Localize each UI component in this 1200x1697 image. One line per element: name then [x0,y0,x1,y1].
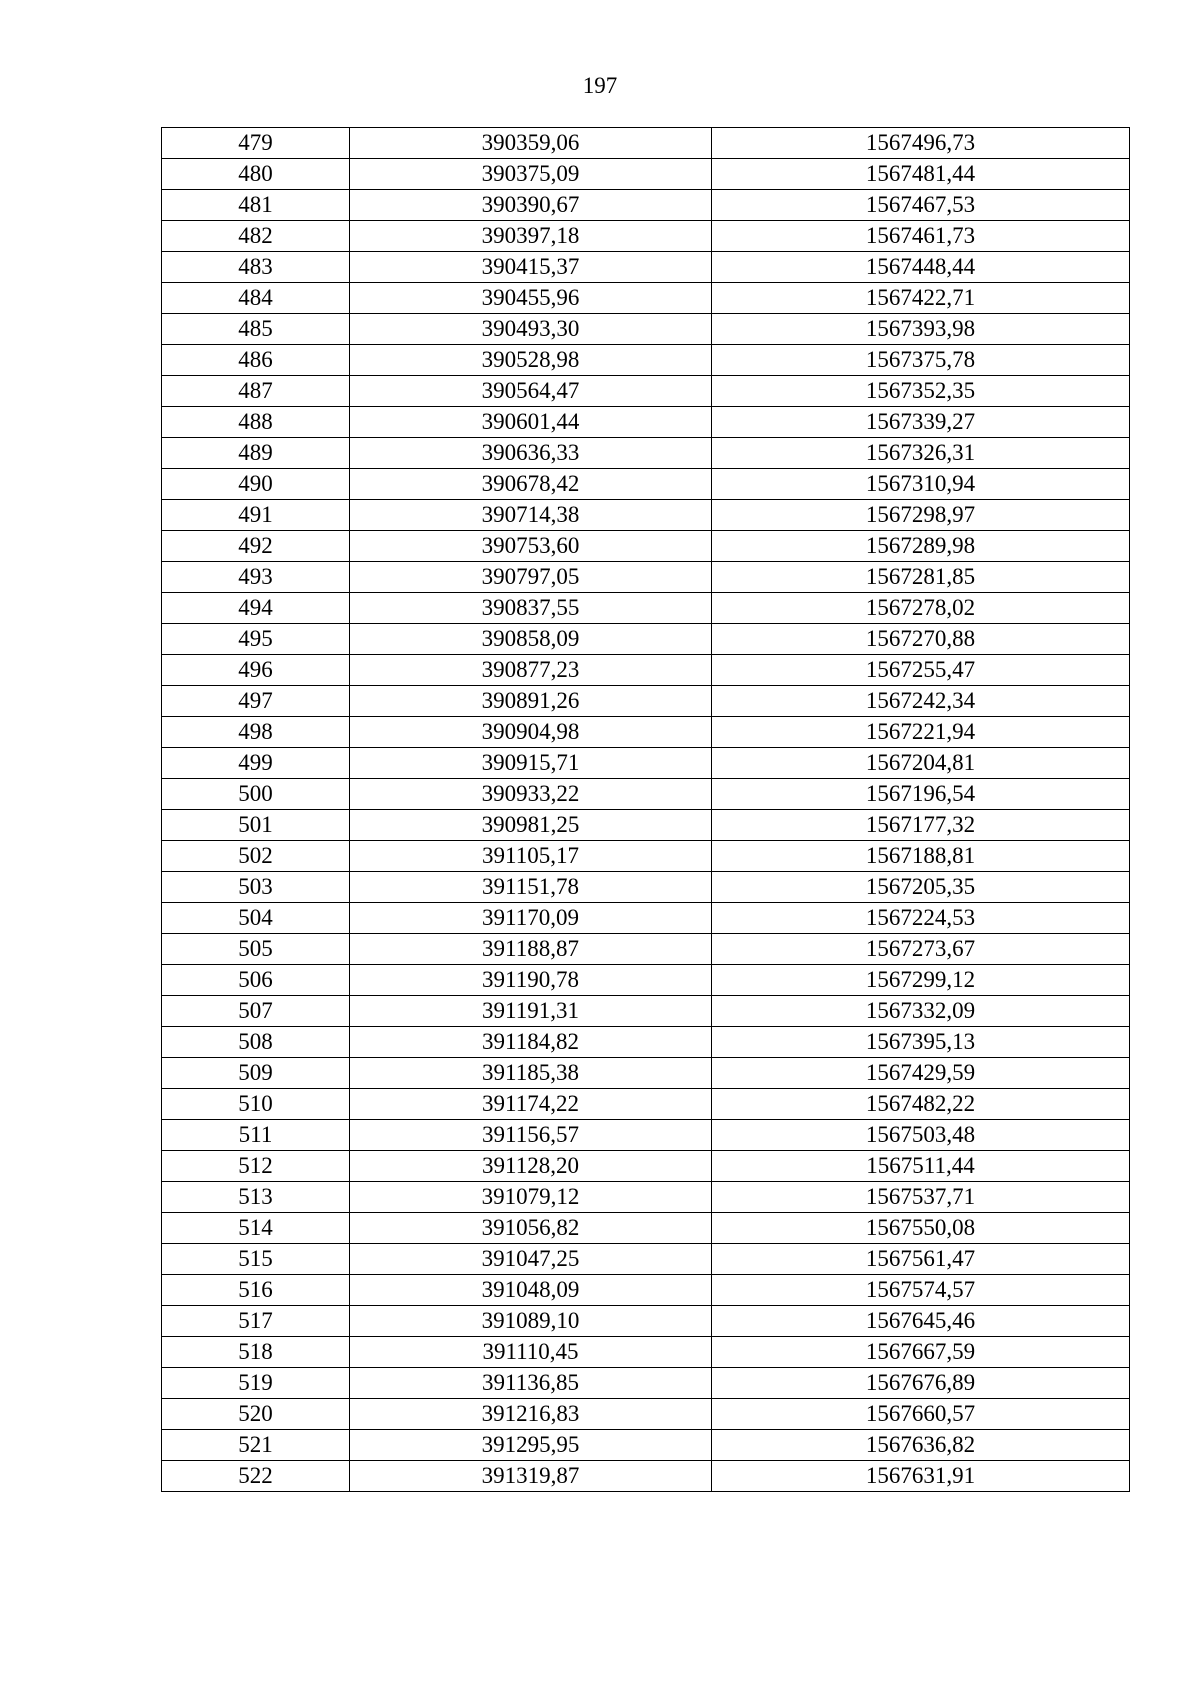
table-row [162,810,1130,841]
y-coordinate-cell: 1567281,85 [712,562,1130,593]
table-row [162,717,1130,748]
table-row [162,872,1130,903]
y-coordinate-cell: 1567270,88 [712,624,1130,655]
x-coordinate-cell: 390493,30 [350,314,712,345]
y-coordinate-cell: 1567255,47 [712,655,1130,686]
point-number-cell: 515 [162,1244,350,1275]
x-coordinate-cell: 391151,78 [350,872,712,903]
x-coordinate-cell: 390891,26 [350,686,712,717]
y-coordinate-cell: 1567676,89 [712,1368,1130,1399]
x-coordinate-cell: 390415,37 [350,252,712,283]
table-row [162,1151,1130,1182]
y-coordinate-cell: 1567574,57 [712,1275,1130,1306]
y-coordinate-cell: 1567339,27 [712,407,1130,438]
table-row [162,407,1130,438]
y-coordinate-cell: 1567204,81 [712,748,1130,779]
point-number-cell: 481 [162,190,350,221]
point-number-cell: 486 [162,345,350,376]
table-row [162,531,1130,562]
x-coordinate-cell: 390915,71 [350,748,712,779]
y-coordinate-cell: 1567496,73 [712,128,1130,159]
y-coordinate-cell: 1567375,78 [712,345,1130,376]
y-coordinate-cell: 1567298,97 [712,500,1130,531]
x-coordinate-cell: 390981,25 [350,810,712,841]
x-coordinate-cell: 391190,78 [350,965,712,996]
table-row [162,376,1130,407]
x-coordinate-cell: 391136,85 [350,1368,712,1399]
x-coordinate-cell: 390858,09 [350,624,712,655]
table-row [162,1244,1130,1275]
table-row [162,686,1130,717]
point-number-cell: 482 [162,221,350,252]
point-number-cell: 505 [162,934,350,965]
point-number-cell: 504 [162,903,350,934]
point-number-cell: 483 [162,252,350,283]
x-coordinate-cell: 391295,95 [350,1430,712,1461]
y-coordinate-cell: 1567482,22 [712,1089,1130,1120]
point-number-cell: 511 [162,1120,350,1151]
table-row [162,438,1130,469]
table-row [162,779,1130,810]
x-coordinate-cell: 390375,09 [350,159,712,190]
coordinates-table [161,127,1130,1492]
table-row [162,655,1130,686]
point-number-cell: 507 [162,996,350,1027]
point-number-cell: 488 [162,407,350,438]
y-coordinate-cell: 1567326,31 [712,438,1130,469]
y-coordinate-cell: 1567352,35 [712,376,1130,407]
table-row [162,500,1130,531]
point-number-cell: 517 [162,1306,350,1337]
y-coordinate-cell: 1567561,47 [712,1244,1130,1275]
x-coordinate-cell: 390933,22 [350,779,712,810]
point-number-cell: 490 [162,469,350,500]
y-coordinate-cell: 1567299,12 [712,965,1130,996]
x-coordinate-cell: 390390,67 [350,190,712,221]
x-coordinate-cell: 390359,06 [350,128,712,159]
point-number-cell: 495 [162,624,350,655]
table-row [162,562,1130,593]
point-number-cell: 502 [162,841,350,872]
point-number-cell: 518 [162,1337,350,1368]
table-row [162,1213,1130,1244]
x-coordinate-cell: 391128,20 [350,1151,712,1182]
point-number-cell: 489 [162,438,350,469]
point-number-cell: 480 [162,159,350,190]
x-coordinate-cell: 390397,18 [350,221,712,252]
x-coordinate-cell: 390753,60 [350,531,712,562]
y-coordinate-cell: 1567636,82 [712,1430,1130,1461]
x-coordinate-cell: 390904,98 [350,717,712,748]
y-coordinate-cell: 1567332,09 [712,996,1130,1027]
y-coordinate-cell: 1567550,08 [712,1213,1130,1244]
x-coordinate-cell: 391184,82 [350,1027,712,1058]
table-row [162,1027,1130,1058]
point-number-cell: 513 [162,1182,350,1213]
table-row [162,1182,1130,1213]
x-coordinate-cell: 390528,98 [350,345,712,376]
x-coordinate-cell: 391105,17 [350,841,712,872]
y-coordinate-cell: 1567395,13 [712,1027,1130,1058]
y-coordinate-cell: 1567660,57 [712,1399,1130,1430]
table-row [162,1120,1130,1151]
table-row [162,221,1130,252]
x-coordinate-cell: 391319,87 [350,1461,712,1492]
x-coordinate-cell: 390714,38 [350,500,712,531]
x-coordinate-cell: 391170,09 [350,903,712,934]
x-coordinate-cell: 390877,23 [350,655,712,686]
y-coordinate-cell: 1567196,54 [712,779,1130,810]
table-row [162,1430,1130,1461]
x-coordinate-cell: 391110,45 [350,1337,712,1368]
point-number-cell: 479 [162,128,350,159]
table-row [162,965,1130,996]
x-coordinate-cell: 391089,10 [350,1306,712,1337]
table-row [162,1058,1130,1089]
x-coordinate-cell: 391185,38 [350,1058,712,1089]
point-number-cell: 510 [162,1089,350,1120]
y-coordinate-cell: 1567631,91 [712,1461,1130,1492]
y-coordinate-cell: 1567461,73 [712,221,1130,252]
table-row [162,345,1130,376]
x-coordinate-cell: 391191,31 [350,996,712,1027]
y-coordinate-cell: 1567310,94 [712,469,1130,500]
x-coordinate-cell: 391079,12 [350,1182,712,1213]
table-row [162,1089,1130,1120]
x-coordinate-cell: 390455,96 [350,283,712,314]
x-coordinate-cell: 391188,87 [350,934,712,965]
x-coordinate-cell: 390601,44 [350,407,712,438]
point-number-cell: 501 [162,810,350,841]
y-coordinate-cell: 1567221,94 [712,717,1130,748]
table-row [162,593,1130,624]
table-row [162,128,1130,159]
point-number-cell: 521 [162,1430,350,1461]
x-coordinate-cell: 390797,05 [350,562,712,593]
table-row [162,190,1130,221]
point-number-cell: 506 [162,965,350,996]
y-coordinate-cell: 1567177,32 [712,810,1130,841]
point-number-cell: 484 [162,283,350,314]
y-coordinate-cell: 1567448,44 [712,252,1130,283]
x-coordinate-cell: 390564,47 [350,376,712,407]
table-row [162,934,1130,965]
point-number-cell: 485 [162,314,350,345]
point-number-cell: 494 [162,593,350,624]
point-number-cell: 512 [162,1151,350,1182]
y-coordinate-cell: 1567511,44 [712,1151,1130,1182]
point-number-cell: 496 [162,655,350,686]
table-row [162,1399,1130,1430]
point-number-cell: 493 [162,562,350,593]
y-coordinate-cell: 1567224,53 [712,903,1130,934]
point-number-cell: 492 [162,531,350,562]
point-number-cell: 516 [162,1275,350,1306]
coordinates-table-body [162,128,1130,1492]
point-number-cell: 508 [162,1027,350,1058]
y-coordinate-cell: 1567503,48 [712,1120,1130,1151]
table-row [162,1337,1130,1368]
x-coordinate-cell: 390636,33 [350,438,712,469]
table-row [162,903,1130,934]
y-coordinate-cell: 1567429,59 [712,1058,1130,1089]
table-row [162,283,1130,314]
table-row [162,1368,1130,1399]
table-row [162,748,1130,779]
y-coordinate-cell: 1567188,81 [712,841,1130,872]
table-row [162,1461,1130,1492]
y-coordinate-cell: 1567645,46 [712,1306,1130,1337]
point-number-cell: 503 [162,872,350,903]
table-row [162,1306,1130,1337]
table-row [162,314,1130,345]
x-coordinate-cell: 390837,55 [350,593,712,624]
point-number-cell: 498 [162,717,350,748]
y-coordinate-cell: 1567422,71 [712,283,1130,314]
x-coordinate-cell: 391048,09 [350,1275,712,1306]
point-number-cell: 487 [162,376,350,407]
x-coordinate-cell: 391216,83 [350,1399,712,1430]
y-coordinate-cell: 1567205,35 [712,872,1130,903]
point-number-cell: 509 [162,1058,350,1089]
y-coordinate-cell: 1567273,67 [712,934,1130,965]
y-coordinate-cell: 1567537,71 [712,1182,1130,1213]
y-coordinate-cell: 1567393,98 [712,314,1130,345]
page-number: 197 [582,73,618,98]
table-row [162,469,1130,500]
point-number-cell: 500 [162,779,350,810]
point-number-cell: 514 [162,1213,350,1244]
y-coordinate-cell: 1567289,98 [712,531,1130,562]
table-row [162,841,1130,872]
y-coordinate-cell: 1567481,44 [712,159,1130,190]
table-row [162,1275,1130,1306]
point-number-cell: 499 [162,748,350,779]
point-number-cell: 497 [162,686,350,717]
x-coordinate-cell: 391056,82 [350,1213,712,1244]
table-row [162,996,1130,1027]
point-number-cell: 522 [162,1461,350,1492]
x-coordinate-cell: 391174,22 [350,1089,712,1120]
point-number-cell: 491 [162,500,350,531]
table-row [162,624,1130,655]
y-coordinate-cell: 1567242,34 [712,686,1130,717]
y-coordinate-cell: 1567467,53 [712,190,1130,221]
x-coordinate-cell: 391156,57 [350,1120,712,1151]
y-coordinate-cell: 1567667,59 [712,1337,1130,1368]
y-coordinate-cell: 1567278,02 [712,593,1130,624]
point-number-cell: 520 [162,1399,350,1430]
table-row [162,159,1130,190]
x-coordinate-cell: 391047,25 [350,1244,712,1275]
table-row [162,252,1130,283]
point-number-cell: 519 [162,1368,350,1399]
x-coordinate-cell: 390678,42 [350,469,712,500]
